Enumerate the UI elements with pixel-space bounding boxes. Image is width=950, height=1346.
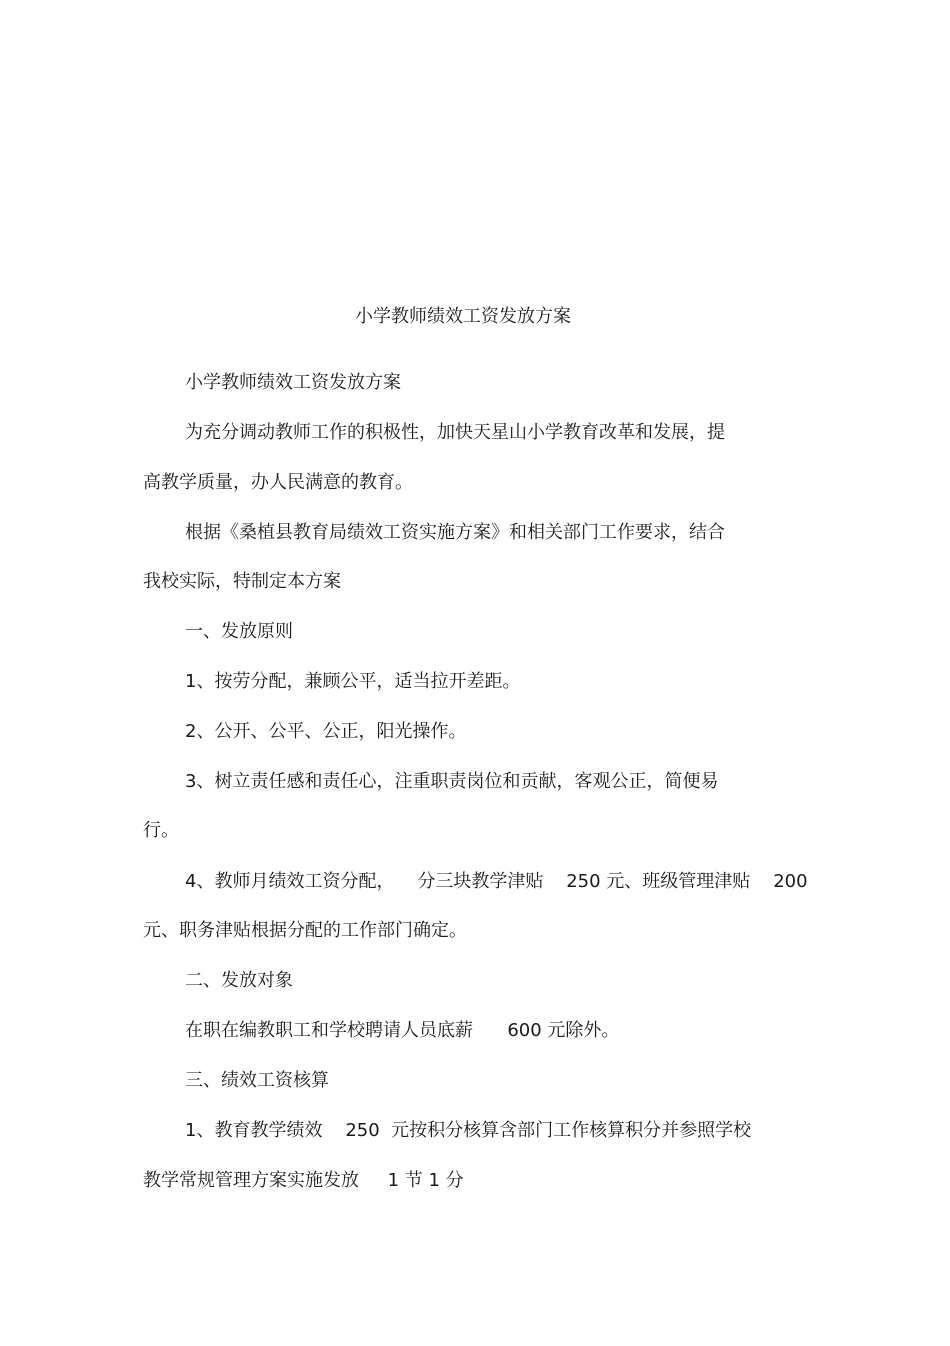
list-item: 2、公开、公平、公正，阳光操作。 (185, 721, 467, 742)
paragraph-line: 小学教师绩效工资发放方案 (185, 372, 401, 393)
section-heading: 二、发放对象 (185, 970, 293, 991)
list-item: 1、按劳分配，兼顾公平，适当拉开差距。 (185, 671, 521, 692)
paragraph-line: 元、职务津贴根据分配的工作部门确定。 (143, 920, 467, 941)
paragraph-line: 教学常规管理方案实施发放 1 节 1 分 (143, 1170, 464, 1191)
paragraph-line: 根据《桑植县教育局绩效工资实施方案》和相关部门工作要求，结合 (185, 522, 725, 543)
paragraph-line: 行。 (143, 820, 179, 841)
section-heading: 一、发放原则 (185, 621, 293, 642)
list-item: 1、教育教学绩效 250 元按积分核算含部门工作核算积分并参照学校 (185, 1120, 752, 1141)
paragraph-line: 为充分调动教师工作的积极性，加快天星山小学教育改革和发展，提 (185, 422, 725, 443)
paragraph-line: 我校实际，特制定本方案 (143, 571, 341, 592)
paragraph-line: 在职在编教职工和学校聘请人员底薪 600 元除外。 (185, 1020, 620, 1041)
list-item: 3、树立责任感和责任心，注重职责岗位和贡献，客观公正，简便易 (185, 771, 719, 792)
section-heading: 三、绩效工资核算 (185, 1070, 329, 1091)
list-item: 4、教师月绩效工资分配， 分三块教学津贴 250 元、班级管理津贴 200 (185, 871, 808, 892)
document-title: 小学教师绩效工资发放方案 (355, 306, 571, 327)
paragraph-line: 高教学质量，办人民满意的教育。 (143, 472, 413, 493)
